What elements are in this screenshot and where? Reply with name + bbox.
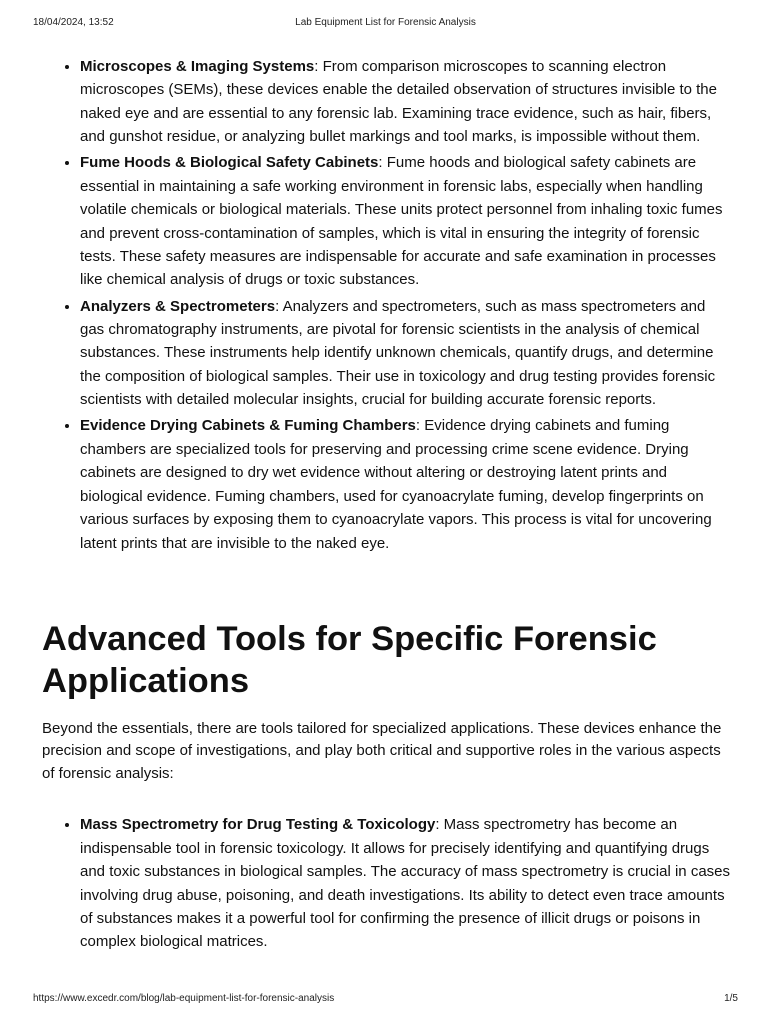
list-item-term: Analyzers & Spectrometers xyxy=(80,297,276,315)
article-content xyxy=(42,55,732,957)
list-item xyxy=(80,295,732,412)
section-intro: Beyond the essentials, there are tools tailored for specialized applications. These devices enhance the precision and scope of investigations, and play both critical and supportive roles in the various aspects of forensic analysis: xyxy=(42,719,722,782)
equipment-list xyxy=(42,55,732,555)
list-item-term: Microscopes & Imaging Systems xyxy=(80,58,315,75)
list-item-text: : Mass spectrometry has become an indispensable tool in forensic toxicology. It allows for precisely identifying and quantifying drugs and toxic substances in biological samples. The accuracy of mass spectrometry is crucial in cases involving drug abuse, poisoning, and death investigations. Its ability to detect even trace amounts of substances makes it a powerful tool for confirming the presence of illicit drugs or poisons in complex biological matrices. xyxy=(80,816,731,951)
print-datetime: 18/04/2024, 13:52 xyxy=(33,17,114,28)
print-url: https://www.excedr.com/blog/lab-equipment-list-for-forensic-analysis xyxy=(33,993,335,1004)
advanced-tools-list xyxy=(42,813,732,953)
list-item-term: Evidence Drying Cabinets & Fuming Chambers xyxy=(80,417,416,435)
list-item-term: Fume Hoods & Biological Safety Cabinets xyxy=(80,154,379,172)
list-item xyxy=(80,151,732,291)
list-item xyxy=(80,414,732,554)
section-heading: Advanced Tools for Specific Forensic Applications xyxy=(42,619,657,700)
print-footer xyxy=(33,993,738,1007)
page-number: 1/5 xyxy=(724,993,738,1004)
list-item xyxy=(80,55,732,149)
list-item-text: : Analyzers and spectrometers, such as mass spectrometers and gas chromatography instruments, are pivotal for forensic scientists in the analysis of chemical substances. These instruments help identify unknown chemicals, quantify drugs, and determine the composition of biological samples. Their use in toxicology and drug testing provides forensic scientists with detailed molecular insights, crucial for building accurate forensic reports. xyxy=(80,297,716,409)
list-item-term: Mass Spectrometry for Drug Testing & Toxicology xyxy=(80,816,436,834)
list-item-text: : Evidence drying cabinets and fuming chambers are specialized tools for preserving and processing crime scene evidence. Drying cabinets are designed to dry wet evidence without altering or destroying latent prints and biological evidence. Fuming chambers, used for cyanoacrylate fuming, develop fingerprints on various surfaces by exposing them to cyanoacrylate vapors. This process is vital for uncovering latent prints that are invisible to the naked eye. xyxy=(80,417,712,552)
print-doc-title: Lab Equipment List for Forensic Analysis xyxy=(295,17,476,28)
list-item-text: : From comparison microscopes to scanning electron microscopes (SEMs), these devices enable the detailed observation of structures invisible to the naked eye and are essential to any forensic lab. Examining trace evidence, such as hair, fibers, and gunshot residue, or analyzing bullet markings and tool marks, is impossible without them. xyxy=(80,58,717,146)
print-header xyxy=(33,17,738,31)
list-item-text: : Fume hoods and biological safety cabinets are essential in maintaining a safe working environment in forensic labs, especially when handling volatile chemicals or biological materials. These units protect personnel from inhaling toxic fumes and prevent cross-contamination of samples, which is vital in ensuring the integrity of forensic tests. These safety measures are indispensable for accurate and safe examination in processes like chemical analysis of drugs or toxic substances. xyxy=(80,154,723,289)
list-item xyxy=(80,813,732,953)
